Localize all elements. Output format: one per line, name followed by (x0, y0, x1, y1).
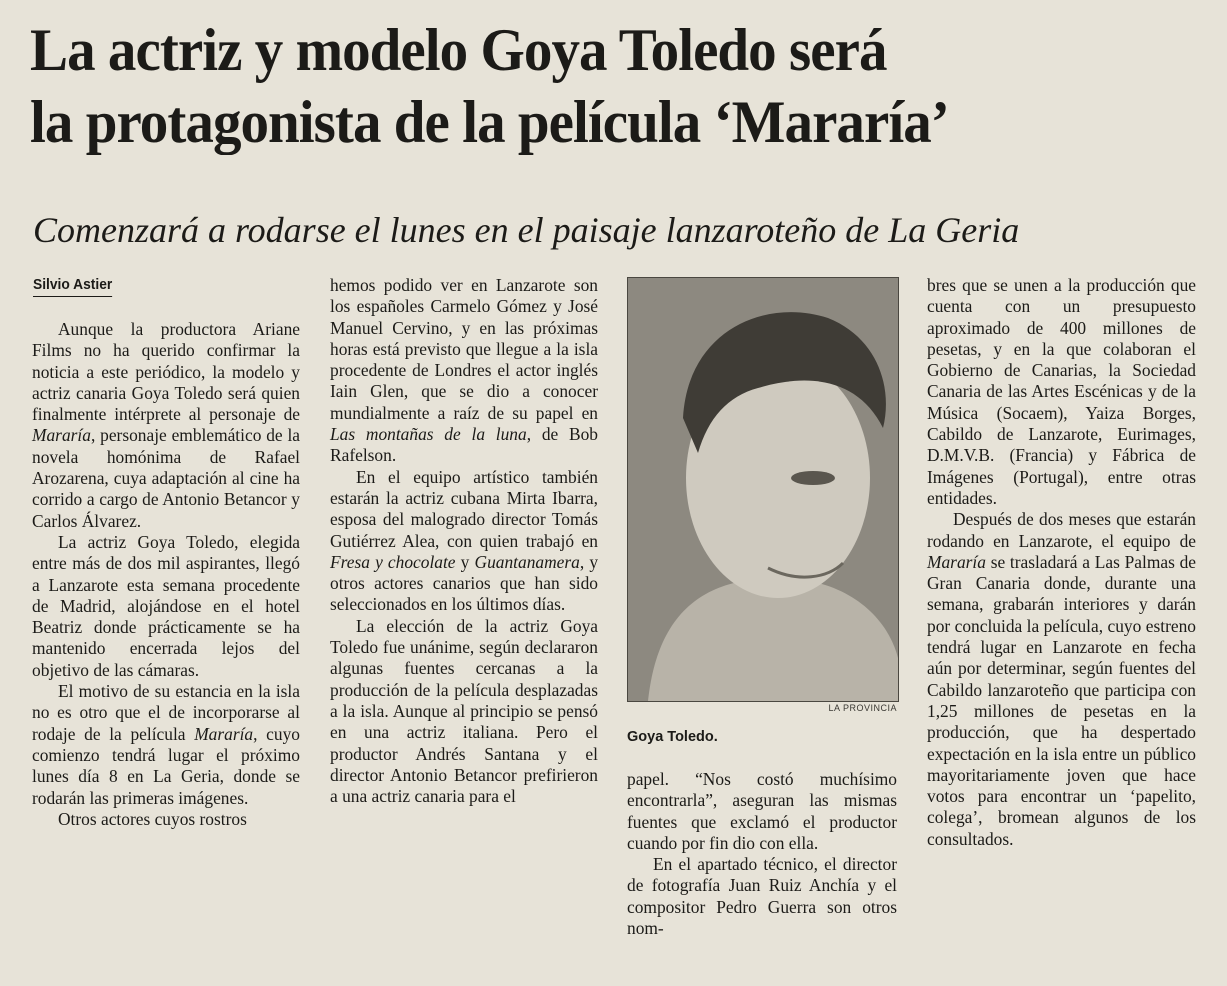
subheadline: Comenzará a rodarse el lunes en el paisaje lanzaroteño de La Geria (33, 210, 1020, 250)
headline-line-1: La actriz y modelo Goya Toledo será (30, 17, 887, 83)
photo-caption: Goya Toledo. (627, 729, 718, 745)
article-column-1 (32, 319, 300, 830)
article-column-2 (330, 275, 598, 807)
headline (30, 14, 1146, 158)
paragraph: bres que se unen a la producción que cuenta con un presupuesto aproximado de 400 millones de pesetas, y en la que colaboran el Gobierno de Canarias, la Sociedad Canaria de las Artes Escénicas y de la Música (Socaem), Yaiza Borges, Cabildo de Lanzarote, Eurimages, D.M.V.B. (Francia) y Fábrica de Imágenes (Portugal), entre otras entidades. (927, 275, 1196, 508)
photo-credit: LA PROVINCIA (828, 703, 897, 713)
paragraph: En el equipo artístico también estarán la actriz cubana Mirta Ibarra, esposa del malogrado director Tomás Gutiérrez Alea, con quien trabajó en Fresa y chocolate y Guantanamera, y otros actores canarios que han sido seleccionados en los últimos días. (330, 466, 599, 615)
byline: Silvio Astier (33, 276, 112, 297)
paragraph: La elección de la actriz Goya Toledo fue unánime, según declararon algunas fuentes cercanas a la producción de la película desplazadas a la isla. Aunque al principio se pensó en una actriz italiana. Pero el productor Andrés Santana y el director Antonio Betancor prefirieron a una actriz canaria para el (330, 615, 598, 807)
paragraph: En el apartado técnico, el director de fotografía Juan Ruiz Anchía y el compositor Pedro Guerra son otros nom- (627, 854, 897, 939)
paragraph: hemos podido ver en Lanzarote son los españoles Carmelo Gómez y José Manuel Cervino, y en las próximas horas está previsto que llegue a la isla procedente de Londres el actor inglés Iain Glen, que se dio a conocer mundialmente a raíz de su papel en Las montañas de la luna, de Bob Rafelson. (330, 275, 598, 466)
paragraph: papel. “Nos costó muchísimo encontrarla”, aseguran las mismas fuentes que exclamó el productor cuando por fin dio con ella. (627, 769, 897, 853)
paragraph: El motivo de su estancia en la isla no es otro que el de incorporarse al rodaje de la película Mararía, cuyo comienzo tendrá lugar el próximo lunes día 8 en La Geria, donde se rodarán las primeras imágenes. (32, 681, 300, 808)
portrait-illustration (628, 278, 898, 701)
headline-line-2: la protagonista de la película ‘Mararía’ (30, 89, 949, 155)
portrait-photo (627, 277, 899, 702)
article-column-3 (627, 769, 897, 939)
paragraph: Aunque la productora Ariane Films no ha querido confirmar la noticia a este periódico, la modelo y actriz canaria Goya Toledo será quien finalmente intérprete al personaje de Mararía, personaje emblemático de la novela homónima de Rafael Arozarena, cuya adaptación al cine ha corrido a cargo de Antonio Betancor y Carlos Álvarez. (32, 319, 300, 531)
paragraph: Otros actores cuyos rostros (58, 808, 247, 829)
paragraph: Después de dos meses que estarán rodando en Lanzarote, el equipo de Mararía se trasladará a Las Palmas de Gran Canaria donde, durante una semana, grabarán interiores y darán por concluida la película, cuyo estreno tendrá lugar en Lanzarote en fecha aún por determinar, según fuentes del Cabildo lanzaroteño que participa con 1,25 millones de pesetas en la producción, que ha despertado expectación en la isla entre un público mayoritariamente joven que hace votos para encontrar un ‘papelito, colega’, bromean algunos de los consultados. (927, 509, 1196, 849)
article-column-4 (927, 275, 1196, 850)
paragraph: La actriz Goya Toledo, elegida entre más de dos mil aspirantes, llegó a Lanzarote esta semana procedente de Madrid, alojándose en el hotel Beatriz donde prácticamente se ha mantenido encerrada lejos del objetivo de las cámaras. (32, 531, 300, 680)
